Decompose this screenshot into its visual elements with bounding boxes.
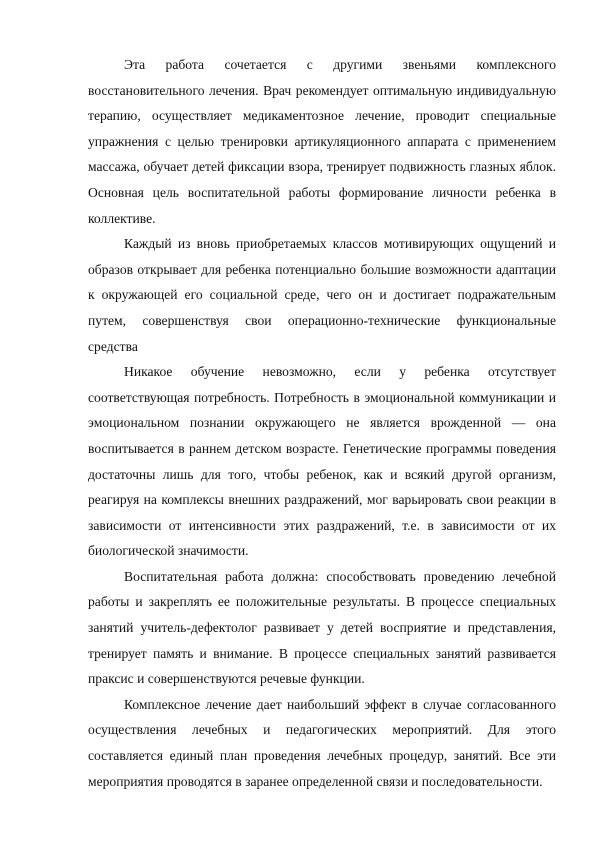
document-body	[88, 52, 556, 794]
paragraph-2: Каждый из вновь приобретаемых классов мотивирующих ощущений и образов открывает для ребенка потенциально большие возможности адаптации к окружающей его социальной среде, чего он и достигает подражательным путем, совершенствуя свои операционно-технические функциональные средства	[88, 236, 556, 354]
paragraph-1: Эта работа сочетается с другими звеньями комплексного восстановительного лечения. Врач рекомендует оптимальную индивидуальную терапию, осуществляет медикаментозное лечение, проводит специальные упражнения с целью тренировки артикуляционного аппарата с применением массажа, обучает детей фиксации взора, тренирует подвижность глазных яблок. Основная цель воспитательной работы формирование личности ребенка в коллективе.	[88, 57, 556, 226]
paragraph-3: Никакое обучение невозможно, если у ребенка отсутствует соответствующая потребность. Потребность в эмоциональной коммуникации и эмоциональном познании окружающего не является врожденной — она воспитывается в раннем детском возрасте. Генетические программы поведения достаточны лишь для того, чтобы ребенок, как и всякий другой организм, реагируя на комплексы внешних раздражений, мог варьировать свои реакции в зависимости от интенсивности этих раздражений, т.е. в зависимости от их биологической значимости.	[88, 364, 556, 559]
paragraph-4: Воспитательная работа должна: способствовать проведению лечебной работы и закреплять ее положительные результаты. В процессе специальных занятий учитель-дефектолог развивает у детей восприятие и представления, тренирует память и внимание. В процессе специальных занятий развивается праксис и совершенствуются речевые функции.	[88, 568, 556, 687]
paragraph-5: Комплексное лечение дает наибольший эффект в случае согласованного осуществления лечебных и педагогических мероприятий. Для этого составляется единый план проведения лечебных процедур, занятий. Все эти мероприятия проводятся в заранее определенной связи и последовательности.	[88, 696, 556, 789]
